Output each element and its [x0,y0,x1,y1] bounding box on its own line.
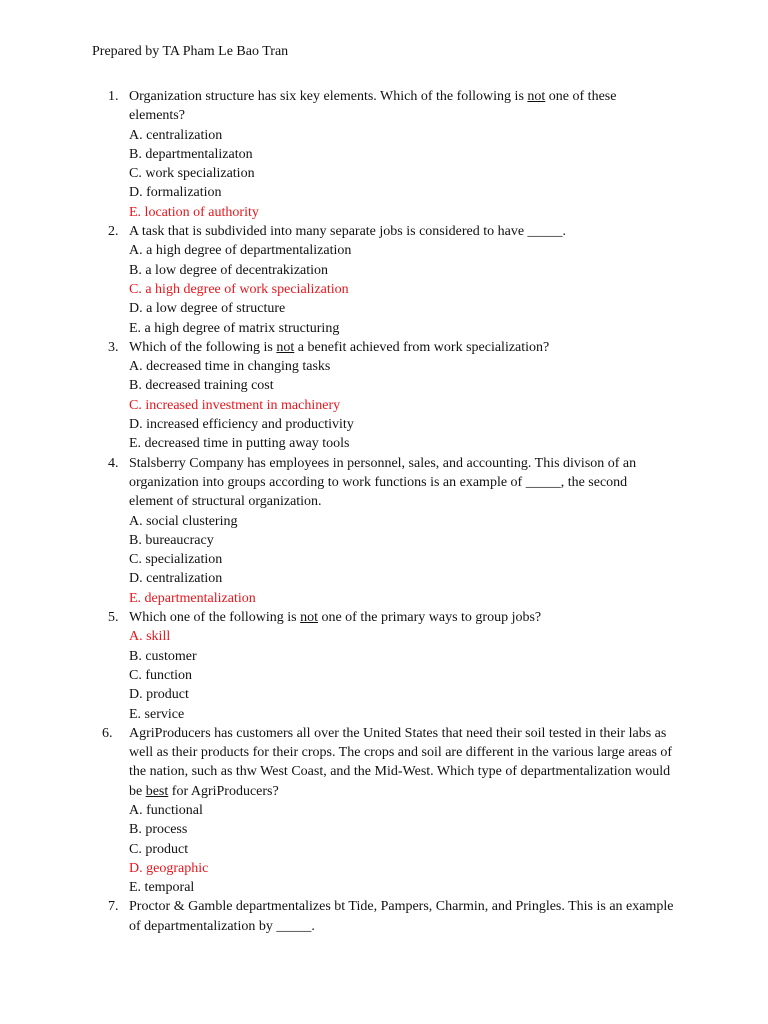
option-d: D. increased efficiency and productivity [129,417,354,433]
option-c: C. specialization [129,552,223,568]
option-b: B. departmentalizaton [129,146,253,162]
question-stem: Organization structure has six key elements. Which of the following is not one of these elements? [129,89,617,124]
option-e: E. service [129,706,185,722]
question-stem: Proctor & Gamble departmentalizes bt Tide, Pampers, Charmin, and Pringles. This is an example of departmentalization by _____. [129,899,674,934]
option-e: E. location of authority [129,204,259,220]
option-d: D. centralization [129,571,223,587]
question-list [0,87,768,936]
option-a: A. skill [129,629,171,645]
option-a: A. social clustering [129,513,238,529]
option-a: A. decreased time in changing tasks [129,359,331,375]
option-b: B. bureaucracy [129,532,214,548]
question-number: 4. [108,455,119,471]
option-c: C. product [129,841,189,857]
question-number: 2. [108,224,119,240]
question-1 [0,87,768,222]
question-number: 3. [108,339,119,355]
option-b: B. customer [129,648,197,664]
prepared-by-header: Prepared by TA Pham Le Bao Tran [92,44,289,59]
question-3 [0,338,768,454]
option-b: B. process [129,822,188,838]
question-4 [0,454,768,608]
option-d: D. a low degree of structure [129,301,286,317]
question-number: 6. [102,725,113,741]
option-a: A. functional [129,802,203,818]
option-e: E. temporal [129,880,195,896]
option-a: A. centralization [129,127,223,143]
option-d: D. product [129,687,189,703]
question-number: 1. [108,89,119,104]
option-b: B. a low degree of decentrakization [129,262,329,278]
question-2 [0,222,768,338]
question-number: 7. [108,899,119,915]
question-stem: Which one of the following is not one of the primary ways to group jobs? [129,610,542,626]
option-e: E. departmentalization [129,590,256,606]
option-d: D. formalization [129,185,222,201]
option-a: A. a high degree of departmentalization [129,243,352,259]
option-b: B. decreased training cost [129,378,274,394]
question-6 [0,724,768,898]
option-e: E. a high degree of matrix structuring [129,320,340,336]
question-stem: Stalsberry Company has employees in personnel, sales, and accounting. This divison of an organization into groups according to work functions is an example of _____, the second element of structural organization. [129,455,637,510]
question-stem: AgriProducers has customers all over the United States that need their soil tested in their labs as well as their products for their crops. The crops and soil are different in the various large areas of the nation, such as thw West Coast, and the Mid-West. Which type of departmentalization would be best for AgriProducers? [129,725,673,799]
option-c: C. work specialization [129,166,255,182]
option-c: C. increased investment in machinery [129,397,341,413]
option-d: D. geographic [129,860,209,876]
question-number: 5. [108,610,119,626]
question-stem: Which of the following is not a benefit achieved from work specialization? [129,339,550,355]
option-c: C. function [129,667,192,683]
option-e: E. decreased time in putting away tools [129,436,350,452]
question-5 [0,608,768,724]
question-stem: A task that is subdivided into many separate jobs is considered to have _____. [129,224,567,240]
question-7 [0,897,768,936]
option-c: C. a high degree of work specialization [129,281,349,297]
